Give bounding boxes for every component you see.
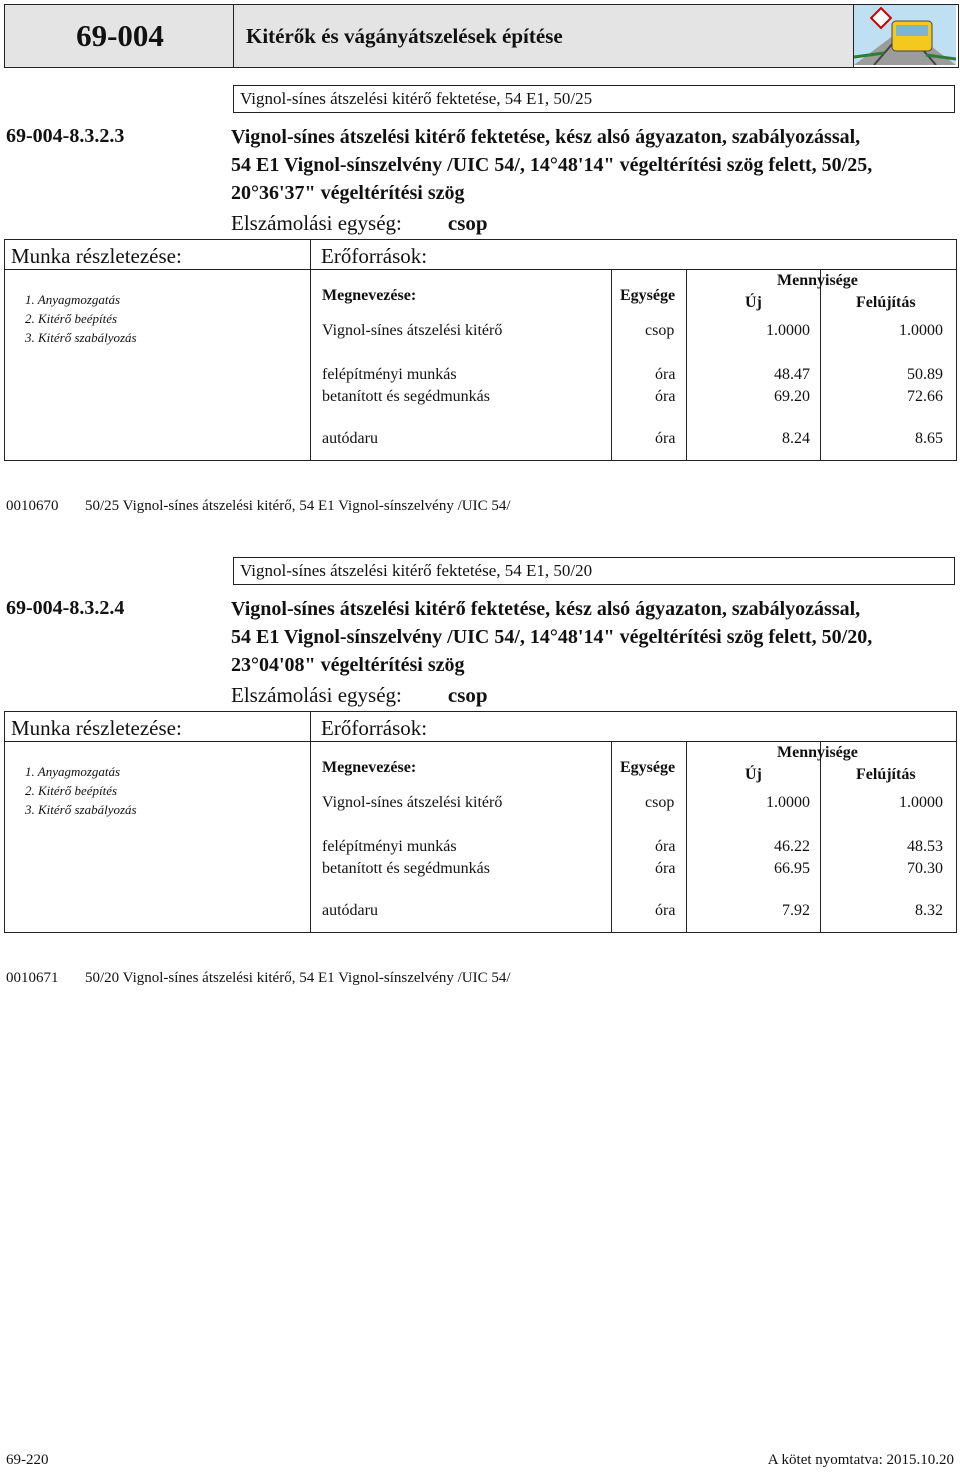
item-code: 69-004-8.3.2.3 — [6, 125, 125, 147]
page-number: 69-220 — [6, 1452, 49, 1468]
resources-box — [310, 239, 957, 461]
labor-qty-renewal: 72.66 — [907, 388, 943, 405]
labor-qty-new: 66.95 — [774, 860, 810, 877]
list-item: 2. Kitérő beépítés — [25, 783, 118, 798]
work-details-title: Munka részletezése: — [5, 712, 310, 742]
resources-title: Erőforrások: — [311, 712, 956, 742]
labor-name: felépítményi munkás — [322, 838, 457, 855]
labor-unit: óra — [655, 388, 676, 405]
labor-qty-renewal: 70.30 — [907, 860, 943, 877]
material-unit: csop — [645, 322, 675, 339]
machine-qty-new: 8.24 — [782, 430, 810, 447]
material-name: Vignol-sínes átszelési kitérő — [322, 794, 503, 811]
item-description — [231, 123, 956, 207]
material-name: Vignol-sínes átszelési kitérő — [322, 322, 503, 339]
machine-qty-renewal: 8.65 — [915, 430, 943, 447]
column-header-quantity: Mennyisége — [777, 744, 858, 761]
material-description: 50/20 Vignol-sínes átszelési kitérő, 54 E1 Vignol-sínszelvény /UIC 54/ — [85, 970, 511, 986]
chapter-title: Kitérők és vágányátszelések építése — [233, 4, 868, 68]
column-header-quantity: Mennyisége — [777, 272, 858, 289]
work-details-box — [4, 239, 311, 461]
item-description-line: 20°36'37" végeltérítési szög — [231, 182, 465, 204]
item-description-line: Vignol-sínes átszelési kitérő fektetése, kész alsó ágyazaton, szabályozással, — [231, 126, 861, 148]
tram-logo-icon — [853, 4, 959, 68]
machine-name: autódaru — [322, 430, 378, 447]
accounting-unit — [231, 211, 488, 236]
labor-name: betanított és segédmunkás — [322, 860, 490, 877]
material-code: 0010671 — [6, 970, 59, 986]
work-steps-list — [5, 742, 310, 819]
list-item: 3. Kitérő szabályozás — [25, 330, 137, 345]
machine-qty-renewal: 8.32 — [915, 902, 943, 919]
list-item: 2. Kitérő beépítés — [25, 311, 118, 326]
list-item: 1. Anyagmozgatás — [25, 764, 121, 779]
material-qty-new: 1.0000 — [766, 322, 810, 339]
labor-qty-new: 48.47 — [774, 366, 810, 383]
resources-title: Erőforrások: — [311, 240, 956, 270]
item-subtitle: Vignol-sínes átszelési kitérő fektetése, 54 E1, 50/25 — [233, 85, 955, 113]
labor-unit: óra — [655, 838, 676, 855]
material-unit: csop — [645, 794, 675, 811]
column-header-new: Új — [745, 294, 762, 311]
resources-box — [310, 711, 957, 933]
labor-name: betanított és segédmunkás — [322, 388, 490, 405]
material-code: 0010670 — [6, 498, 59, 514]
accounting-unit-value: csop — [447, 683, 488, 707]
accounting-unit-label: Elszámolási egység: — [231, 683, 402, 707]
column-header-unit: Egysége — [620, 287, 676, 304]
print-date: A kötet nyomtatva: 2015.10.20 — [767, 1452, 954, 1468]
material-qty-new: 1.0000 — [766, 794, 810, 811]
column-header-name: Megnevezése: — [322, 287, 417, 304]
column-header-new: Új — [745, 766, 762, 783]
work-details-title: Munka részletezése: — [5, 240, 310, 270]
labor-qty-renewal: 48.53 — [907, 838, 943, 855]
column-header-renewal: Felújítás — [856, 294, 916, 311]
material-description: 50/25 Vignol-sínes átszelési kitérő, 54 E1 Vignol-sínszelvény /UIC 54/ — [85, 498, 511, 514]
labor-unit: óra — [655, 366, 676, 383]
material-qty-renewal: 1.0000 — [899, 794, 943, 811]
item-subtitle: Vignol-sínes átszelési kitérő fektetése, 54 E1, 50/20 — [233, 557, 955, 585]
item-description-line: 54 E1 Vignol-sínszelvény /UIC 54/, 14°48'14" végeltérítési szög felett, 50/20, — [231, 626, 873, 648]
column-header-name: Megnevezése: — [322, 759, 417, 776]
work-steps-list — [5, 270, 310, 347]
accounting-unit-label: Elszámolási egység: — [231, 211, 402, 235]
labor-unit: óra — [655, 860, 676, 877]
column-header-unit: Egysége — [620, 759, 676, 776]
chapter-code: 69-004 — [4, 4, 236, 68]
accounting-unit-value: csop — [447, 211, 488, 235]
item-description-line: 54 E1 Vignol-sínszelvény /UIC 54/, 14°48'14" végeltérítési szög felett, 50/25, — [231, 154, 873, 176]
column-header-renewal: Felújítás — [856, 766, 916, 783]
machine-name: autódaru — [322, 902, 378, 919]
item-description-line: Vignol-sínes átszelési kitérő fektetése, kész alsó ágyazaton, szabályozással, — [231, 598, 861, 620]
item-description — [231, 595, 956, 679]
list-item: 3. Kitérő szabályozás — [25, 802, 137, 817]
list-item: 1. Anyagmozgatás — [25, 292, 121, 307]
item-code: 69-004-8.3.2.4 — [6, 597, 125, 619]
item-description-line: 23°04'08" végeltérítési szög — [231, 654, 465, 676]
material-qty-renewal: 1.0000 — [899, 322, 943, 339]
labor-qty-new: 69.20 — [774, 388, 810, 405]
labor-qty-new: 46.22 — [774, 838, 810, 855]
work-details-box — [4, 711, 311, 933]
machine-unit: óra — [655, 430, 676, 447]
labor-qty-renewal: 50.89 — [907, 366, 943, 383]
labor-name: felépítményi munkás — [322, 366, 457, 383]
machine-unit: óra — [655, 902, 676, 919]
machine-qty-new: 7.92 — [782, 902, 810, 919]
accounting-unit — [231, 683, 488, 708]
